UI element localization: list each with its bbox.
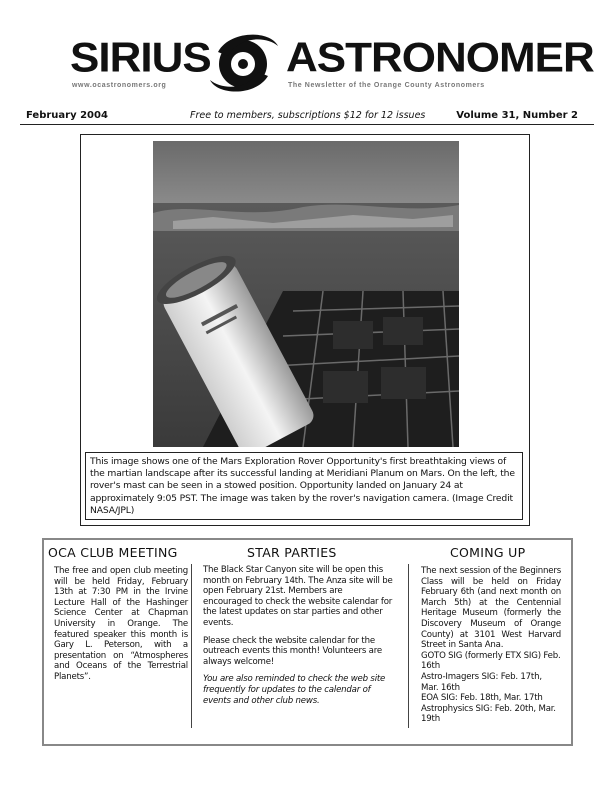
star-parties-title: STAR PARTIES — [247, 545, 337, 560]
masthead-tagline: The Newsletter of the Orange County Astronomers — [288, 82, 485, 89]
column-divider — [408, 564, 409, 728]
sig-meeting: EOA SIG: Feb. 18th, Mar. 17th — [421, 693, 543, 704]
sig-meeting: Astro-Imagers SIG: Feb. 17th, Mar. 16th — [421, 671, 542, 693]
photo-caption: This image shows one of the Mars Exploration Rover Opportunity's first breathtaking views of the martian landscape after its successful landing at Meridiani Planum on Mars. On the left, the rover's mast can be seen in a stowed position. Opportunity landed on January 24 at approximately 9:05 PST. The image was taken by the rover's navigation camera. (Image Credit NASA/JPL) — [85, 452, 523, 520]
issue-date: February 2004 — [26, 110, 108, 121]
beginners-class-info: The next session of the Beginners Class will be held on Friday February 6th (and next month on March 5th) at the Centennial Heritage Museum (formerly the Discovery Museum of Orange County) at 3101 West Harvard Street in Santa Ana. — [421, 566, 561, 651]
star-parties-paragraph: The Black Star Canyon site will be open this month on February 14th. The Anza site will be open February 21st. Members are encouraged to check the website calendar for the latest updates on star parties and other events. — [203, 565, 393, 628]
club-meeting-title: OCA CLUB MEETING — [48, 545, 178, 560]
coming-up-text — [421, 566, 561, 725]
star-parties-text — [203, 565, 393, 713]
club-meeting-text: The free and open club meeting will be held Friday, February 13th at 7:30 PM in the Irvine Lecture Hall of the Hashinger Science Center at Chapman University in Orange. The featured speaker this month is Gary L. Peterson, with a presentation on “Atmospheres and Oceans of the Terrestrial Planets”. — [54, 566, 188, 682]
coming-up-title: COMING UP — [450, 545, 526, 560]
sig-meeting: GOTO SIG (formerly ETX SIG) Feb. 16th — [421, 650, 561, 672]
sig-meeting: Astrophysics SIG: Feb. 20th, Mar. 19th — [421, 703, 556, 725]
masthead-title-astronomer: ASTRONOMER — [286, 34, 594, 81]
star-parties-reminder: You are also reminded to check the web site frequently for updates to the calendar of events and other club news. — [203, 674, 386, 706]
star-parties-paragraph: Please check the website calendar for the outreach events this month! Volunteers are always welcome! — [203, 635, 382, 667]
volume-number: Volume 31, Number 2 — [456, 110, 578, 121]
mars-rover-photo — [153, 141, 459, 447]
masthead-title-sirius: SIRIUS — [70, 34, 211, 81]
mars-landscape-image — [153, 141, 459, 447]
header-divider — [20, 124, 594, 125]
masthead-website: www.ocastronomers.org — [72, 82, 167, 89]
column-divider — [191, 564, 192, 728]
oca-logo-icon — [200, 26, 286, 98]
subscription-info: Free to members, subscriptions $12 for 12 issues — [190, 110, 426, 121]
